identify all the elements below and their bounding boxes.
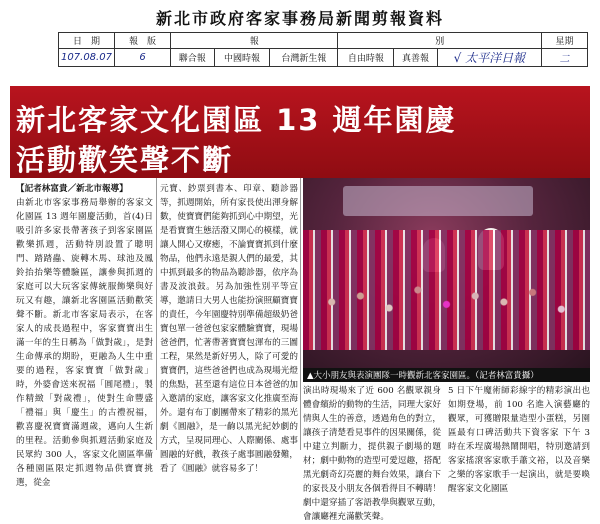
weekday-value: 二 <box>542 49 588 67</box>
date-label: 日 期 <box>59 33 115 49</box>
newspaper-clipping <box>10 78 590 522</box>
paper-option: 台灣新生報 <box>270 49 338 67</box>
body-text: 由新北市客家事務局舉辦的客家文化園區 13 週年園慶活動，首(4)日吸引許多家長帶著孩子到客家園區歡樂抓週，活動特別設置了聰明門、踏踏蟲、旋轉木馬、球池及鳳鈴抬抬樂等體驗區，讓參與抓週的家庭可以大玩客家傳統服飾樂與好玩又有趣，讓新北客園區活動歡笑聲不斷。新北市客家局表示，在客家人的成長過程中，客家寶寶出生滿一年的生日稱為「做對歲」，是對生命傳承的期盼，更融為人生中重要的過程，客家寶寶「做對歲」時，外婆會送來祝福「圓尾禮」，製作精緻「對歲禮」，使對生命豐盛「禮福」與「慶生」的古禮祝福，歡喜慶祝寶寶滿週歲，邁向人生新的里程。活動參與抓週活動家庭及民眾約 300 人，客家文化園區準備各種園區限定抓週物品供寶寶挑選，從金 <box>16 198 153 488</box>
stage-backdrop <box>343 186 533 216</box>
date-value: 107.08.07 <box>59 49 115 67</box>
headline-line-1: 新北客家文化園區 13 週年園慶 <box>16 103 457 137</box>
audience-crowd <box>303 230 590 350</box>
article-column-2 <box>160 182 298 474</box>
metadata-table <box>58 32 588 67</box>
column-divider <box>156 178 157 450</box>
paper-option: 真善報 <box>394 49 438 67</box>
column-divider <box>300 178 301 450</box>
body-text: 元寶、鈔票到書本、印章、聽診器等，抓週開始，所有家長使出渾身解數，使寶寶們能夠抓到心中期望，光是看寶寶生態活潑又開心的模樣，就讓人開心又療癒，不論寶寶抓到什麼物品，他們永遠是親人們的最愛，其中抓到最多的物品為聽診器，依序為書及波浪鼓。另為加強性別平等宣導，邀請日大男人也能扮演照顧寶寶的責任，今年園慶特別準備超級奶爸寶包單一爸爸包家家體驗寶寶，現場爸爸們，忙著帶著寶寶包渾布的三圖工程，果然是新好男人，除了可愛的寶寶們，這些爸爸們也成為現場光燈的焦點，甚至還有這位日本爸爸的加入邀請的家庭，讓客家文化推廣至海外。還有布丁劇團帶來了精彩的黑光劇《圓融》，是一齣以黑光紀妙劇的方式，呈現同理心、人際關係、處事圓融的好戲，教孩子處事圓融發難，看了《圓融》就容易多了！ <box>160 184 298 474</box>
page-value: 6 <box>115 49 171 67</box>
headline-line-2: 活動歡笑聲不斷 <box>16 143 234 177</box>
paper-option: 聯合報 <box>171 49 215 67</box>
headline-banner <box>10 86 590 178</box>
article-column-4 <box>448 384 590 494</box>
byline: 【記者林富貴／新北市報導】 <box>16 184 128 194</box>
photo-caption: ▲大小朋友與表演團隊一時觀新北客家園區。（記者林富貴攝） <box>303 368 590 382</box>
weekday-label: 星期 <box>542 33 588 49</box>
paper-label: 報 <box>171 33 338 49</box>
paper-option: 自由時報 <box>338 49 394 67</box>
body-text: 5 日下午魔術師彩線宇的精彩演出也如期登場，前 100 名進入演藝廳的觀眾，可獲贈限量造型小蛋糕，另園區最有口碑活動共下資客家 下午 3 時在禾埕廣場熱鬧開唱，特別邀請到客家搖滾客家歌手蕭文裕，以及音樂之樂的客家歌手一起演出，就是要喚醒客家文化園區 <box>448 386 590 494</box>
check-mark: √ <box>453 51 462 65</box>
page-title: 新北市政府客家事務局新聞剪報資料 <box>155 9 444 28</box>
paper-option-selected: 太平洋日報 <box>465 51 526 65</box>
paper-option: 中國時報 <box>214 49 270 67</box>
article-column-1 <box>16 182 153 488</box>
page-label: 報 版 <box>115 33 171 49</box>
body-text: 演出時現場來了近 600 名觀眾親身體會繽紛的動物的生活，同理大家好情與人生的善意，透過角色的對立，讓孩子清楚看見事件的因果關係，從中建立判斷力，提供親子劇場的題材；劇中動物的造型可愛逗趣，搭配黑光劇奇幻亮麗的舞台效果，讓台下的家長及小朋友各個看得目不轉睛！劇中還穿插了客語教學與觀眾互動，會讓廳裡充滿歡笑聲。 <box>303 386 441 522</box>
category-label: 別 <box>338 33 542 49</box>
event-photo <box>303 178 590 368</box>
paper-selected <box>437 49 541 67</box>
article-column-3 <box>303 384 441 522</box>
